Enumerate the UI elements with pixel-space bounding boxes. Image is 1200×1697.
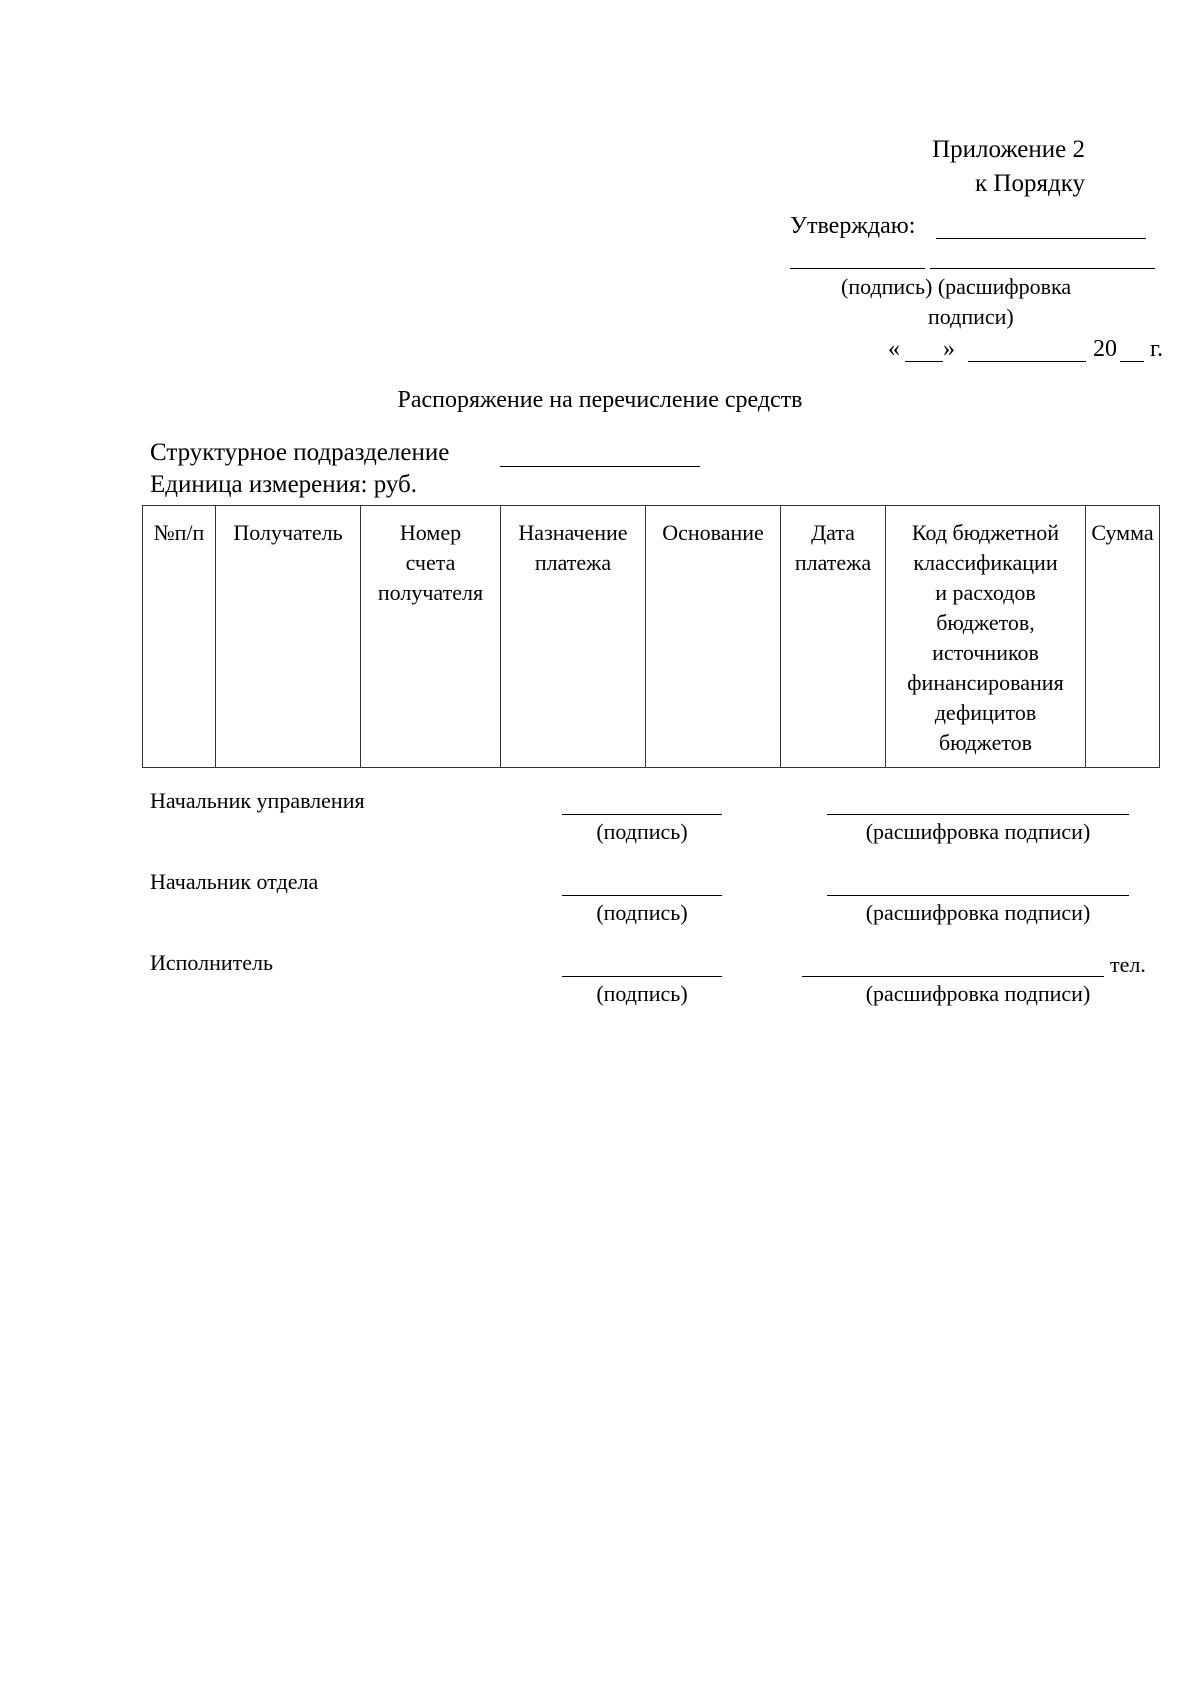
appendix-target: к Порядку bbox=[975, 170, 1085, 197]
decode-line[interactable] bbox=[802, 976, 1104, 977]
document-title: Распоряжение на перечисление средств bbox=[397, 387, 803, 413]
approver-decode-line[interactable] bbox=[930, 268, 1155, 269]
signature-role: Начальник управления bbox=[150, 788, 365, 813]
phone-label: тел. bbox=[1110, 952, 1146, 977]
signature-line[interactable] bbox=[562, 814, 722, 815]
signature-caption: (подпись) bbox=[596, 981, 688, 1006]
date-open-quote: « bbox=[888, 336, 900, 362]
column-header-number: №п/п bbox=[143, 506, 216, 768]
decode-caption: (расшифровка подписи) bbox=[865, 819, 1091, 844]
division-field-line[interactable] bbox=[500, 466, 700, 467]
approve-label: Утверждаю: bbox=[790, 213, 916, 239]
column-header-date: Дата платежа bbox=[781, 506, 886, 768]
division-label: Структурное подразделение bbox=[150, 439, 450, 466]
signature-caption: (подпись) bbox=[596, 819, 688, 844]
approver-signature-line[interactable] bbox=[790, 268, 925, 269]
signature-role: Исполнитель bbox=[150, 950, 274, 975]
approver-name-line[interactable] bbox=[936, 238, 1146, 239]
payment-table bbox=[142, 505, 1160, 768]
date-year-suffix: г. bbox=[1150, 336, 1164, 362]
column-header-recipient: Получатель bbox=[216, 506, 361, 768]
signature-line[interactable] bbox=[562, 895, 722, 896]
date-close-quote: » bbox=[943, 336, 955, 362]
column-header-amount: Сумма bbox=[1086, 506, 1160, 768]
column-header-purpose: Назначение платежа bbox=[501, 506, 646, 768]
signature-caption: (подпись) bbox=[596, 900, 688, 925]
appendix-number: Приложение 2 bbox=[932, 136, 1085, 163]
column-header-account: Номер счета получателя bbox=[361, 506, 501, 768]
column-header-basis: Основание bbox=[646, 506, 781, 768]
approver-caption: (подпись) (расшифровка bbox=[841, 274, 1072, 299]
decode-caption: (расшифровка подписи) bbox=[865, 900, 1091, 925]
approver-caption-continued: подписи) bbox=[928, 304, 1014, 329]
date-month-line[interactable] bbox=[968, 361, 1086, 362]
date-year-prefix: 20 bbox=[1093, 336, 1117, 362]
decode-line[interactable] bbox=[827, 814, 1129, 815]
signature-line[interactable] bbox=[562, 976, 722, 977]
appendix-reference bbox=[932, 133, 1085, 201]
decode-caption: (расшифровка подписи) bbox=[865, 981, 1091, 1006]
column-header-budget-code: Код бюджетной классификации и расходов бюджетов, источников финансирования дефицитов бюджетов bbox=[886, 506, 1086, 768]
decode-line[interactable] bbox=[827, 895, 1129, 896]
date-day-line[interactable] bbox=[905, 361, 943, 362]
signature-role: Начальник отдела bbox=[150, 869, 319, 894]
table-header-row bbox=[143, 506, 1160, 768]
unit-of-measure: Единица измерения: руб. bbox=[150, 471, 418, 498]
date-year-line[interactable] bbox=[1120, 361, 1144, 362]
